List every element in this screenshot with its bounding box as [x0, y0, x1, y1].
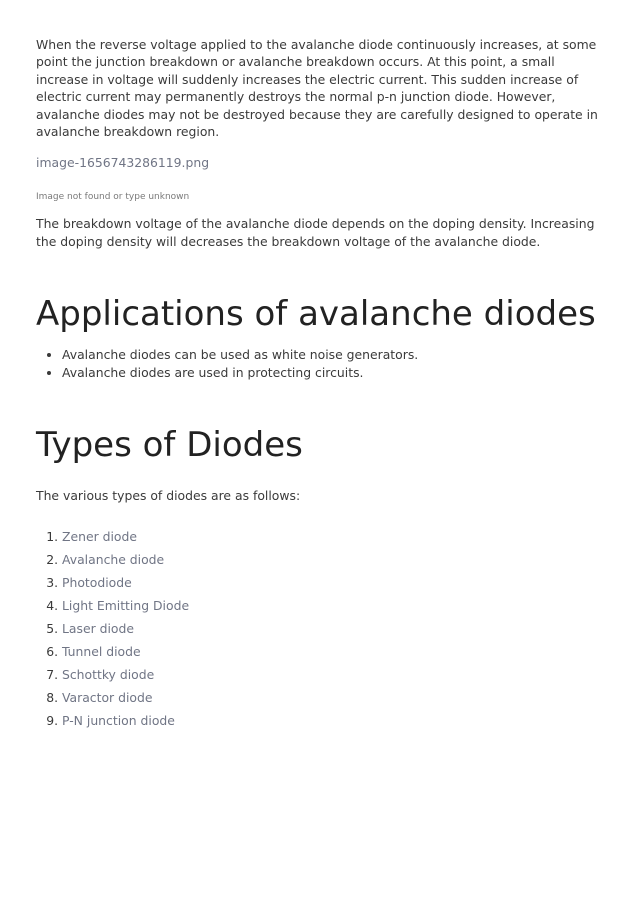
article-content — [36, 36, 604, 732]
applications-list — [36, 346, 604, 381]
diode-type-link-led[interactable]: Light Emitting Diode — [62, 597, 190, 613]
list-item — [62, 686, 604, 709]
list-item — [62, 663, 604, 686]
doping-paragraph: The breakdown voltage of the avalanche diode depends on the doping density. Increasing the doping density will decreases the breakdown voltage of the avalanche diode. — [36, 216, 595, 249]
diode-type-link-photodiode[interactable]: Photodiode — [62, 574, 132, 590]
application-item: • Avalanche diodes are used in protecting circuits. — [62, 364, 604, 382]
list-item — [62, 594, 604, 617]
diode-type-link-pn-junction[interactable]: P-N junction diode — [62, 712, 175, 728]
list-item — [62, 709, 604, 732]
list-item — [62, 617, 604, 640]
application-item: • Avalanche diodes can be used as white noise generators. — [62, 346, 604, 364]
diode-type-link-varactor[interactable]: Varactor diode — [62, 689, 153, 705]
types-heading: Types of Diodes — [36, 425, 303, 466]
list-item — [62, 548, 604, 571]
image-alt-text: Image not found or type unknown — [36, 192, 190, 203]
list-item — [62, 525, 604, 548]
list-item — [62, 640, 604, 663]
types-intro: The various types of diodes are as follows: — [36, 488, 301, 504]
diode-type-link-schottky[interactable]: Schottky diode — [62, 666, 155, 682]
list-item — [62, 571, 604, 594]
diode-type-link-tunnel[interactable]: Tunnel diode — [62, 643, 141, 659]
image-filename-link[interactable]: image-1656743286119.png — [36, 155, 210, 171]
applications-heading: Applications of avalanche diodes — [36, 294, 596, 335]
diode-type-link-avalanche[interactable]: Avalanche diode — [62, 551, 165, 567]
diode-type-link-laser[interactable]: Laser diode — [62, 620, 134, 636]
breakdown-paragraph: When the reverse voltage applied to the avalanche diode continuously increases, at some point the junction breakdown or avalanche breakdown occurs. At this point, a small increase in voltage will suddenly increases the electric current. This sudden increase of electric current may permanently destroys the normal p-n junction diode. However, avalanche diodes may not be destroyed because they are carefully designed to operate in avalanche breakdown region. — [36, 37, 598, 140]
diode-type-link-zener[interactable]: Zener diode — [62, 528, 137, 544]
diode-types-list — [36, 525, 604, 732]
